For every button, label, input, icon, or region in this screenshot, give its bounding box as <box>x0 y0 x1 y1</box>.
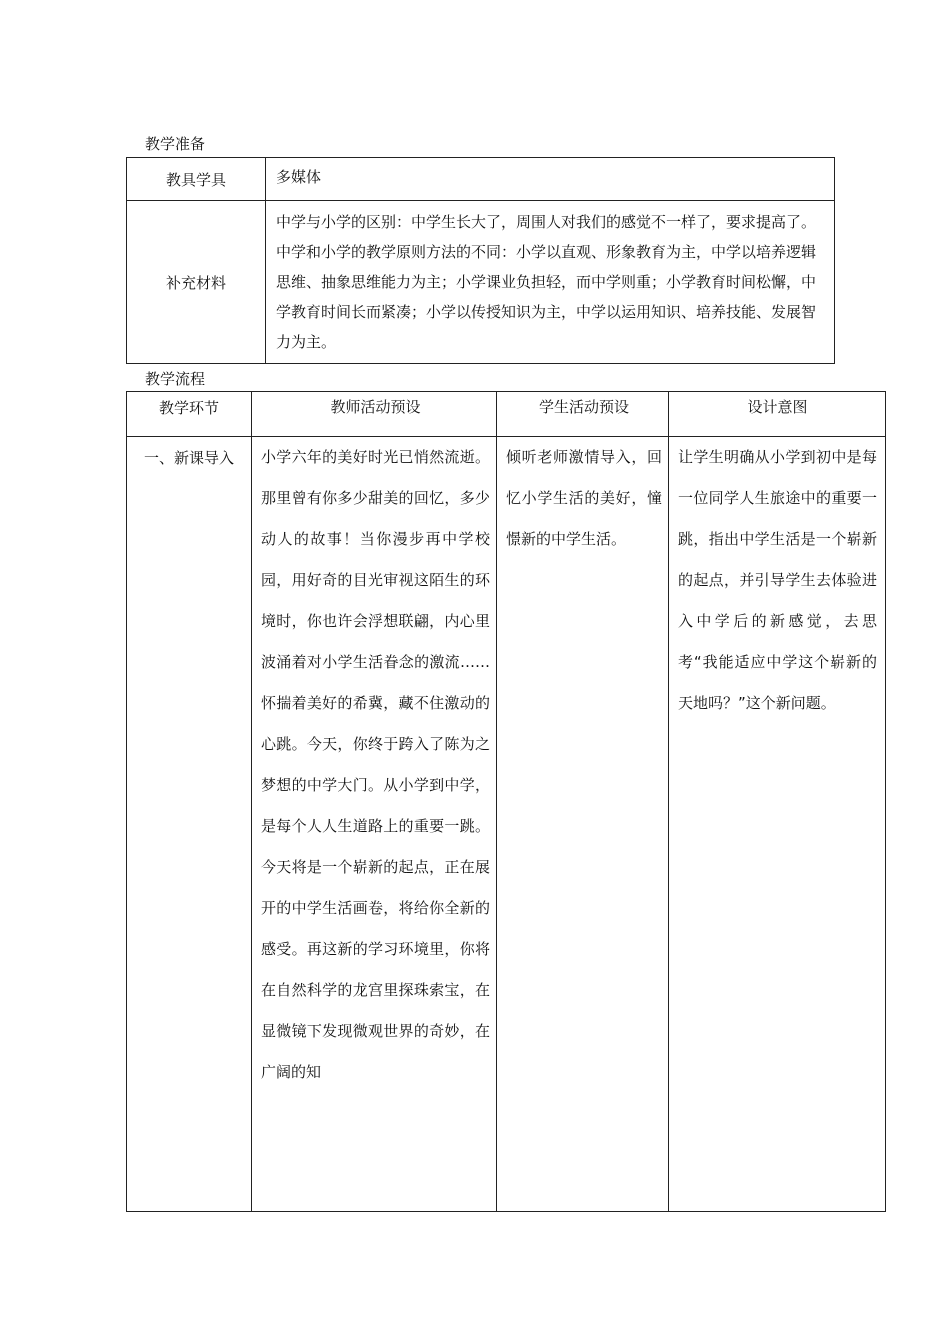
row-label: 教具学具 <box>127 158 266 201</box>
row-label: 补充材料 <box>127 201 266 364</box>
section-title-prep: 教学准备 <box>145 135 206 153</box>
column-header: 设计意图 <box>669 392 886 437</box>
column-header: 教学环节 <box>127 392 252 437</box>
table-row <box>127 158 835 201</box>
flow-table <box>126 391 886 1212</box>
row-value: 多媒体 <box>266 158 835 201</box>
design-intent-cell <box>669 437 886 1212</box>
table-row <box>127 437 886 1212</box>
column-header: 学生活动预设 <box>497 392 669 437</box>
table-row <box>127 201 835 364</box>
prep-table <box>126 157 835 364</box>
student-activity-cell <box>497 437 669 1212</box>
stage-cell: 一、新课导入 <box>127 437 252 1212</box>
design-intent-text: 让学生明确从小学到初中是每一位同学人生旅途中的重要一跳，指出中学生活是一个崭新的起点，并引导学生去体验进入中学后的新感觉，去思考“我能适应中学这个崭新的天地吗？”这个新问题。 <box>678 448 877 712</box>
teacher-activity-cell <box>252 437 497 1212</box>
row-value: 中学与小学的区别：中学生长大了，周围人对我们的感觉不一样了，要求提高了。中学和小学的教学原则方法的不同：小学以直观、形象教育为主，中学以培养逻辑思维、抽象思维能力为主；小学课业负担轻，而中学则重；小学教育时间松懈，中学教育时间长而紧凑；小学以传授知识为主，中学以运用知识、培养技能、发展智力为主。 <box>266 201 835 364</box>
column-header: 教师活动预设 <box>252 392 497 437</box>
section-title-flow: 教学流程 <box>145 370 206 388</box>
student-activity-text: 倾听老师激情导入，回忆小学生活的美好，憧憬新的中学生活。 <box>506 448 662 548</box>
teacher-activity-text: 小学六年的美好时光已悄然流逝。那里曾有你多少甜美的回忆，多少动人的故事！当你漫步再中学校园，用好奇的目光审视这陌生的环境时，你也许会浮想联翩，内心里波涌着对小学生活眷念的激流……怀揣着美好的希冀，藏不住激动的心跳。今天，你终于跨入了陈为之梦想的中学大门。从小学到中学，是每个人人生道路上的重要一跳。今天将是一个崭新的起点，正在展开的中学生活画卷，将给你全新的感受。再这新的学习环境里，你将在自然科学的龙宫里探珠索宝，在显微镜下发现微观世界的奇妙，在广阔的知 <box>261 448 490 1081</box>
table-header-row <box>127 392 886 437</box>
